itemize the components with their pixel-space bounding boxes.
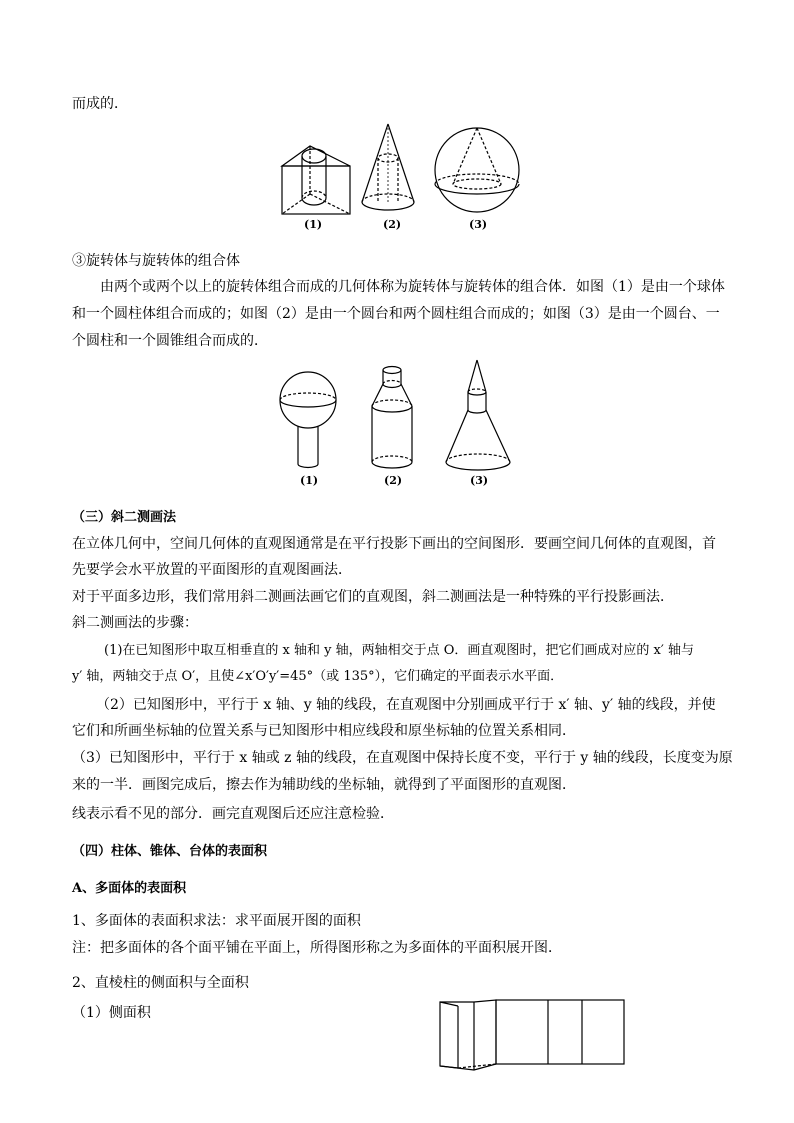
rotation-combination-figure — [270, 358, 530, 476]
step-line: （2）已知图形中，平行于 x 轴、y 轴的线段，在直观图中分别画成平行于 x′ 轴、y′ 轴的线段，并使 — [96, 697, 716, 713]
step-line: (1)在已知图形中取互相垂直的 x 轴和 y 轴，两轴相交于点 O．画直观图时，把它们画成对应的 x′ 轴与 — [104, 643, 694, 658]
figure-caption: (1) — [304, 218, 323, 231]
figure-caption: (3) — [470, 474, 489, 487]
prism-with-cylinder-figure — [282, 146, 350, 214]
bottle-figure — [372, 367, 412, 469]
subsection-heading: 2、直棱柱的侧面积与全面积 — [72, 975, 249, 991]
text-line: 而成的． — [72, 96, 128, 112]
figure-caption: (2) — [383, 218, 402, 231]
prism-net-figure — [436, 996, 630, 1084]
section-heading: （三）斜二测画法 — [72, 510, 177, 525]
figure-caption: (1) — [300, 474, 319, 487]
sphere-with-cone-figure — [435, 128, 519, 212]
paragraph-line: 个圆柱和一个圆锥组合而成的． — [72, 333, 268, 349]
cone-with-cylinder-figure — [362, 124, 414, 210]
note-line: 注：把多面体的各个面平铺在平面上，所得图形称之为多面体的平面积展开图． — [72, 940, 562, 956]
subsection-heading: （1）侧面积 — [72, 1005, 151, 1021]
step-line: 线表示看不见的部分．画完直观图后还应注意检验． — [72, 806, 394, 822]
paragraph-line: 先要学会水平放置的平面图形的直观图画法． — [72, 562, 352, 578]
step-line: 来的一半．画图完成后，擦去作为辅助线的坐标轴，就得到了平面图形的直观图． — [72, 777, 576, 793]
section-heading: （四）柱体、锥体、台体的表面积 — [72, 844, 268, 859]
paragraph-line: 在立体几何中，空间几何体的直观图通常是在平行投影下画出的空间图形．要画空间几何体的直观图，首 — [72, 536, 716, 552]
subsection-heading: A、多面体的表面积 — [72, 881, 187, 896]
paragraph-line: 由两个或两个以上的旋转体组合而成的几何体称为旋转体与旋转体的组合体．如图（1）是由一个球体 — [100, 279, 725, 295]
subheading-rotation-combo: ③旋转体与旋转体的组合体 — [72, 253, 240, 269]
paragraph-line: 对于平面多边形，我们常用斜二测画法画它们的直观图，斜二测画法是一种特殊的平行投影画法． — [72, 589, 674, 605]
paragraph-line: 和一个圆柱体组合而成的；如图（2）是由一个圆台和两个圆柱组合而成的；如图（3）是由一个圆台、一 — [72, 306, 720, 322]
figure-caption: (2) — [384, 474, 403, 487]
step-line: 它们和所画坐标轴的位置关系与已知图形中相应线段和原坐标轴的位置关系相同． — [72, 723, 576, 739]
step-line: （3）已知图形中，平行于 x 轴或 z 轴的线段，在直观图中保持长度不变，平行于 y 轴的线段，长度变为原 — [72, 750, 733, 766]
step-line: y′ 轴，两轴交于点 O′，且使∠x′O′y′=45°（或 135°），它们确定的平面表示水平面． — [72, 669, 564, 684]
sphere-on-cylinder-figure — [280, 372, 336, 468]
cone-cylinder-frustum-figure — [446, 360, 510, 470]
paragraph-line: 斜二测画法的步骤： — [72, 615, 198, 631]
subsection-heading: 1、多面体的表面积求法：求平面展开图的面积 — [72, 913, 361, 929]
figure-caption: (3) — [469, 218, 488, 231]
combination-figure-top — [270, 118, 520, 233]
